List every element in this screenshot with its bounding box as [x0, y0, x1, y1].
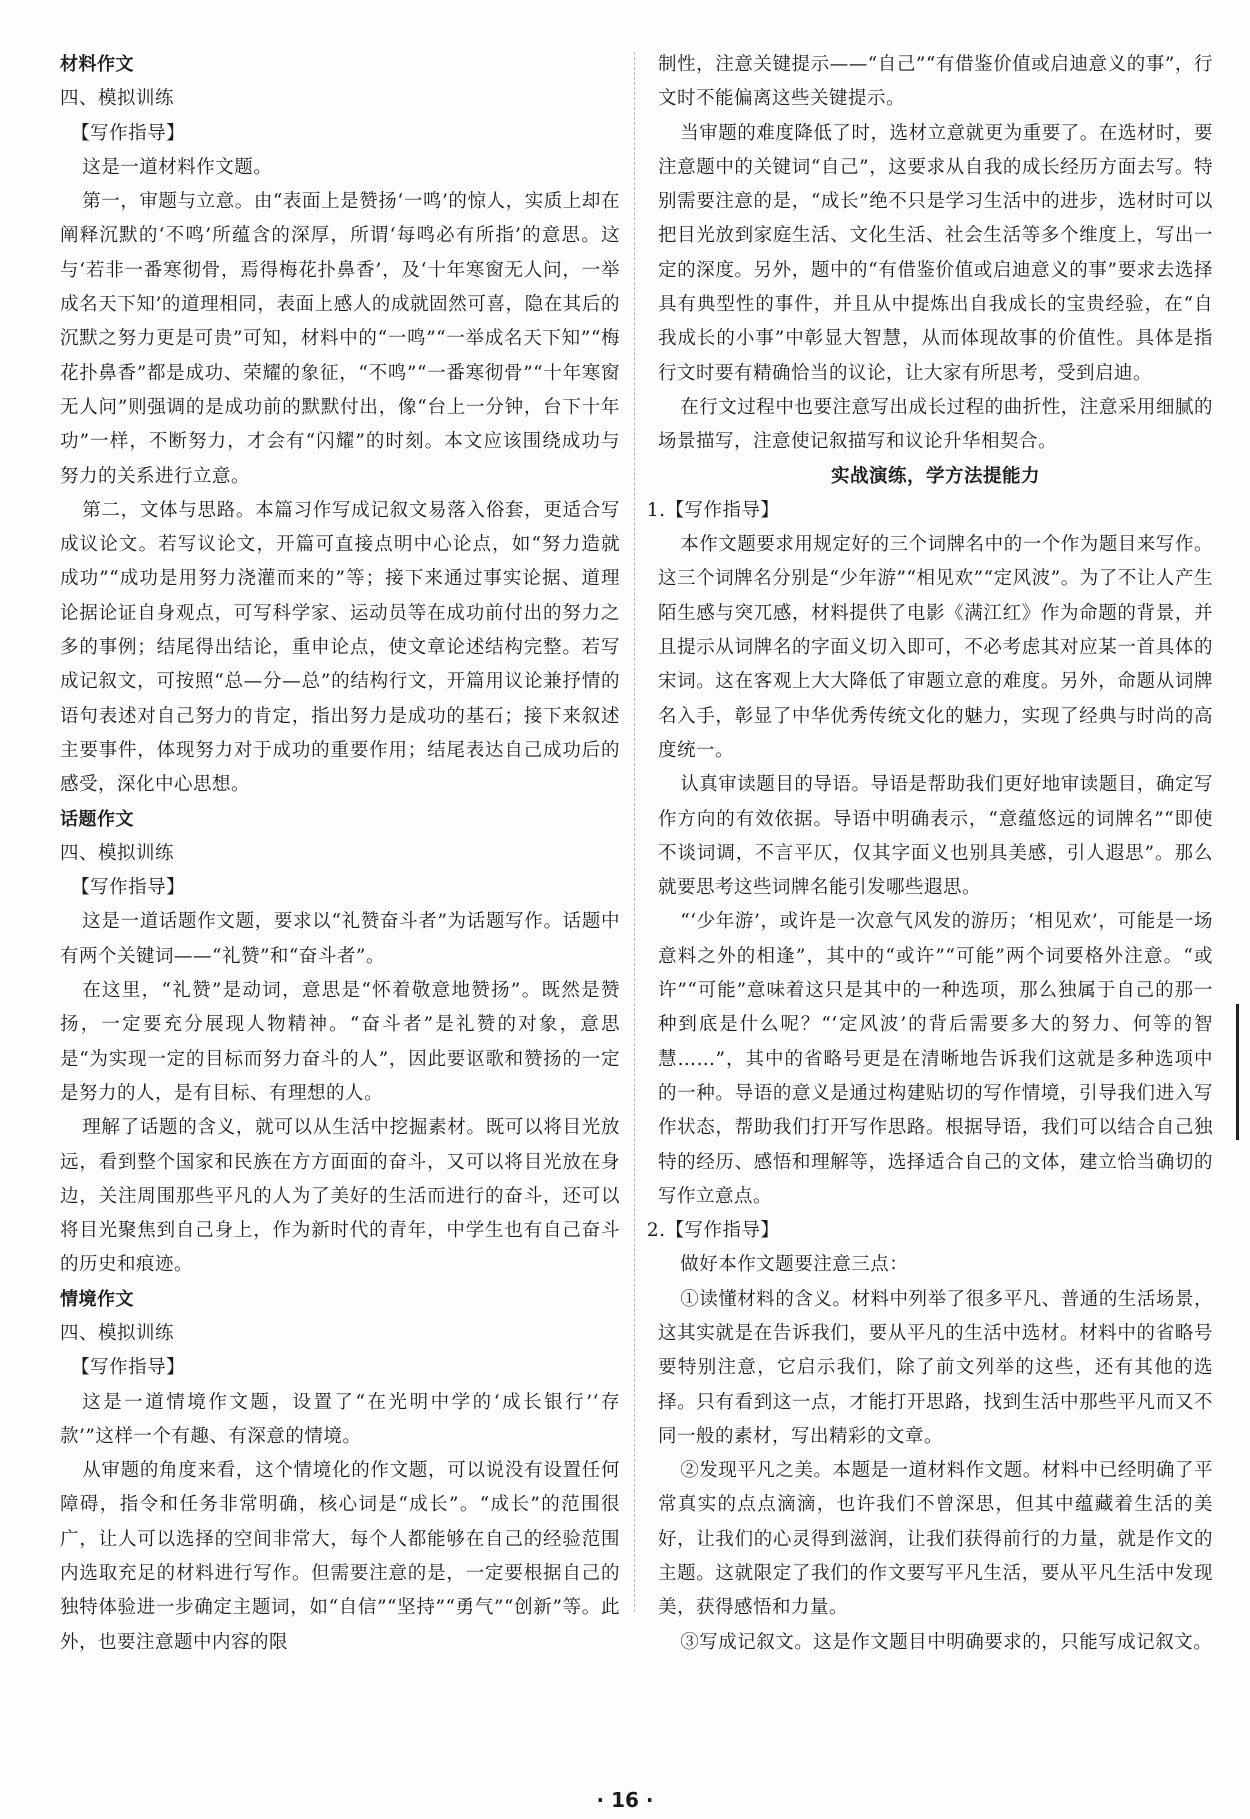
paragraph: ②发现平凡之美。本题是一道材料作文题。材料中已经明确了平常真实的点点滴滴，也许我们不曾深思，但其中蕴藏着生活的美好，让我们的心灵得到滋润，让我们获得前行的力量，就是作文的主题。这就限定了我们的作文要写平凡生活，要从平凡生活中发现美，获得感悟和力量。	[658, 1460, 1213, 1619]
paragraph: 这是一道话题作文题，要求以“礼赞奋斗者”为话题写作。话题中有两个关键词——“礼赞”和“奋斗者”。	[60, 911, 620, 967]
centered-heading: 实战演练，学方法提能力	[830, 465, 1040, 487]
guide-label: 【写作指导】	[71, 877, 186, 899]
guide-label: 【写作指导】	[71, 1357, 186, 1379]
paragraph: “‘少年游’，或许是一次意气风发的游历；‘相见欢’，可能是一场意料之外的相逢”，其中的“或许”“可能”两个词要格外注意。“或许”“可能”意味着这只是其中的一种选项，那么独属于自己的那一种到底是什么呢？“‘定风波’的背后需要多大的努力、何等的智慧……”，其中的省略号更是在清晰地告诉我们这就是多种选项中的一种。导语的意义是通过构建贴切的写作情境，引导我们进入写作状态，帮助我们打开写作思路。根据导语，我们可以结合自己独特的经历、感悟和理解等，选择适合自己的文体，建立恰当确切的写作立意点。	[658, 911, 1213, 1207]
paragraph: 这是一道材料作文题。	[82, 156, 273, 178]
paragraph-continued: 制性，注意关键提示——“自己”“有借鉴价值或启迪意义的事”，行文时不能偏离这些关键提示。	[658, 54, 1213, 110]
right-column	[646, 48, 1213, 1660]
subsection-heading: 四、模拟训练	[60, 842, 175, 864]
paragraph: 第二，文体与思路。本篇习作写成记叙文易落入俗套，更适合写成议论文。若写议论文，开篇可直接点明中心论点，如“努力造就成功”“成功是用努力浇灌而来的”等；接下来通过事实论据、道理论据论证自身观点，可写科学家、运动员等在成功前付出的努力之多的事例；结尾得出结论，重申论点，使文章论述结构完整。若写成记叙文，可按照“总—分—总”的结构行文，开篇用议论兼抒情的语句表述对自己努力的肯定，指出努力是成功的基石；接下来叙述主要事件，体现努力对于成功的重要作用；结尾表达自己成功后的感受，深化中心思想。	[60, 499, 620, 796]
paragraph: 当审题的难度降低了时，选材立意就更为重要了。在选材时，要注意题中的关键词“自己”，这要求从自我的成长经历方面去写。特别需要注意的是，“成长”绝不只是学习生活中的进步，选材时可以把目光放到家庭生活、文化生活、社会生活等多个维度上，写出一定的深度。另外，题中的“有借鉴价值或启迪意义的事”要求去选择具有典型性的事件，并且从中提炼出自我成长的宝贵经验，在“自我成长的小事”中彰显大智慧，从而体现故事的价值性。具体是指行文时要有精确恰当的议论，让大家有所思考，受到启迪。	[658, 122, 1213, 384]
paragraph: 本作文题要求用规定好的三个词牌名中的一个作为题目来写作。这三个词牌名分别是“少年游”“相见欢”“定风波”。为了不让人产生陌生感与突兀感，材料提供了电影《满江红》作为命题的背景，并且提示从词牌名的字面义切入即可，不必考虑其对应某一首具体的宋词。这在客观上大大降低了审题立意的难度。另外，命题从词牌名入手，彰显了中华优秀传统文化的魅力，实现了经典与时尚的高度统一。	[658, 534, 1213, 761]
paragraph: 在行文过程中也要注意写出成长过程的曲折性，注意采用细腻的场景描写，注意使记叙描写和议论升华相契合。	[658, 396, 1213, 453]
section-heading: 话题作文	[60, 808, 134, 830]
paragraph: ①读懂材料的含义。材料中列举了很多平凡、普通的生活场景，这其实就是在告诉我们，要从平凡的生活中选材。材料中的省略号要特别注意，它启示我们，除了前文列举的这些，还有其他的选择。只有看到这一点，才能打开思路，找到生活中那些平凡而又不同一般的素材，写出精彩的文章。	[658, 1288, 1213, 1447]
section-heading: 情境作文	[60, 1288, 134, 1310]
paragraph: 认真审读题目的导语。导语是帮助我们更好地审读题目，确定写作方向的有效依据。导语中明确表示，“意蕴悠远的词牌名”“即使不谈词调，不言平仄，仅其字面义也别具美感，引人遐思”。那么就要思考这些词牌名能引发哪些遐思。	[658, 774, 1213, 899]
subsection-heading: 四、模拟训练	[60, 1322, 175, 1344]
subsection-heading: 四、模拟训练	[60, 88, 175, 110]
left-column	[60, 48, 620, 1660]
paragraph: 做好本作文题要注意三点：	[680, 1254, 909, 1276]
paragraph: 在这里，“礼赞”是动词，意思是“怀着敬意地赞扬”。既然是赞扬，一定要充分展现人物精神。“奋斗者”是礼赞的对象，意思是“为实现一定的目标而努力奋斗的人”，因此要讴歌和赞扬的一定是努力的人，是有目标、有理想的人。	[60, 980, 620, 1104]
guide-label: 【写作指导】	[71, 122, 186, 144]
paragraph: ③写成记叙文。这是作文题目中明确要求的，只能写成记叙文。	[680, 1631, 1213, 1653]
column-divider	[634, 52, 635, 1612]
margin-mark	[1236, 1004, 1239, 1140]
paragraph: 这是一道情境作文题，设置了“在光明中学的‘成长银行’‘存款’”这样一个有趣、有深意的情境。	[60, 1391, 620, 1447]
paragraph: 第一，审题与立意。由“表面上是赞扬‘一鸣’的惊人，实质上却在阐释沉默的‘不鸣’所蕴含的深厚，所谓‘每鸣必有所指’的意思。这与‘若非一番寒彻骨，焉得梅花扑鼻香’，及‘十年寒窗无人问，一举成名天下知’的道理相同，表面上感人的成就固然可喜，隐在其后的沉默之努力更是可贵”可知，材料中的“一鸣”“一举成名天下知”“梅花扑鼻香”都是成功、荣耀的象征，“不鸣”“一番寒彻骨”“十年寒窗无人问”则强调的是成功前的默默付出，像“台上一分钟，台下十年功”一样，不断努力，才会有“闪耀”的时刻。本文应该围绕成功与努力的关系进行立意。	[60, 191, 620, 487]
paragraph: 从审题的角度来看，这个情境化的作文题，可以说没有设置任何障碍，指令和任务非常明确，核心词是“成长”。“成长”的范围很广，让人可以选择的空间非常大，每个人都能够在自己的经验范围内选取充足的材料进行写作。但需要注意的是，一定要根据自己的独特体验进一步确定主题词，如“自信”“坚持”“勇气”“创新”等。此外，也要注意题中内容的限	[60, 1460, 620, 1653]
paragraph: 理解了话题的含义，就可以从生活中挖掘素材。既可以将目光放远，看到整个国家和民族在方方面面的奋斗，又可以将目光放在身边，关注周围那些平凡的人为了美好的生活而进行的奋斗，还可以将目光聚焦到自己身上，作为新时代的青年，中学生也有自己奋斗的历史和痕迹。	[60, 1117, 620, 1276]
section-heading: 材料作文	[60, 54, 134, 75]
page-number: · 16 ·	[596, 1788, 654, 1812]
numbered-item-label: 2.【写作指导】	[646, 1220, 780, 1242]
numbered-item-label: 1.【写作指导】	[646, 499, 780, 521]
